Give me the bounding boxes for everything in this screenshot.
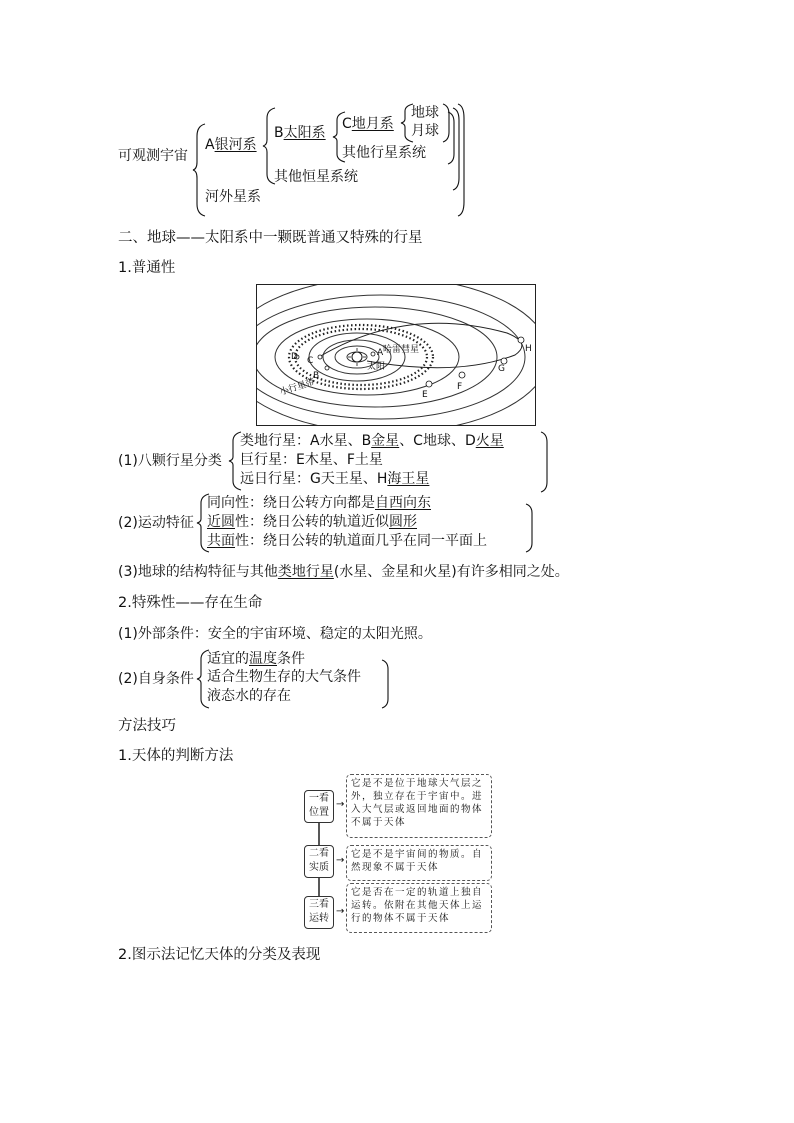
structure-note: (3)地球的结构特征与其他类地行星(水星、金星和火星)有许多相同之处。 (118, 564, 569, 580)
external-conditions: (1)外部条件：安全的宇宙环境、稳定的太阳光照。 (118, 626, 432, 642)
step1-text: 它是不是位于地球大气层之外，独立存在于宇宙中。进入大气层或返回地面的物体不属于天体 (346, 774, 492, 838)
other-star-systems: 其他恒星系统 (274, 169, 358, 185)
motion-label: (2)运动特征 (118, 515, 194, 531)
earth-label: 地球 (411, 105, 439, 121)
step2-text: 它是不是宇宙间的物质。自然现象不属于天体 (346, 845, 492, 881)
planet-label-g: G (498, 364, 505, 374)
solar-system-diagram (256, 284, 536, 426)
outer-planets: 远日行星：G天王星、H海王星 (240, 471, 430, 487)
orbit-drawing (257, 285, 536, 426)
close-brace-universe (458, 104, 466, 216)
close-brace-motion (526, 504, 534, 552)
ordinary-heading: 1.普通性 (118, 260, 176, 276)
comet-label: 哈雷彗星 (383, 345, 420, 355)
step2-arrow: → (336, 855, 345, 866)
same-direction: 同向性：绕日公转方向都是自西向东 (207, 495, 431, 511)
diagram-method-heading: 2.图示法记忆天体的分类及表现 (118, 947, 321, 963)
section2-title: 二、地球——太阳系中一颗既普通又特殊的行星 (118, 230, 423, 246)
close-brace-internal (382, 660, 390, 708)
moon-label: 月球 (411, 123, 439, 139)
methods-title: 方法技巧 (118, 718, 176, 734)
sun-label: 太阳 (367, 362, 386, 372)
giant-planets: 巨行星：E木星、F土星 (240, 452, 383, 468)
step3-text: 它是否在一定的轨道上独自运转。依附在其他天体上运行的物体不属于天体 (346, 883, 492, 933)
planet-label-a: A (377, 348, 384, 358)
step3-arrow: → (336, 906, 345, 917)
coplanar: 共面性：绕日公转的轨道面几乎在同一平面上 (207, 533, 487, 549)
asteroid-belt-label: 小行星带 (278, 377, 317, 398)
step2-box: 二看 实质 (304, 845, 334, 878)
near-circular: 近圆性：绕日公转的轨道近似圆形 (207, 514, 417, 530)
terrestrial-planets: 类地行星：A水星、B金星、C地球、D火星 (240, 433, 504, 449)
earth-moon-system: C地月系 (342, 116, 394, 132)
planet-label-f: F (457, 382, 463, 392)
other-planet-systems: 其他行星系统 (342, 145, 426, 161)
internal-water: 液态水的存在 (207, 688, 291, 704)
special-heading: 2.特殊性——存在生命 (118, 595, 263, 611)
step3-box: 三看 运转 (304, 896, 334, 929)
internal-temperature: 适宜的温度条件 (207, 651, 305, 667)
planet-label-d: D (291, 352, 298, 362)
classification-label: (1)八颗行星分类 (118, 453, 222, 469)
step1-box: 一看 位置 (304, 790, 334, 823)
extragalactic-galaxies: 河外星系 (205, 189, 261, 205)
galaxy-milky-way: A银河系 (205, 137, 257, 153)
close-brace-classification (541, 432, 549, 492)
internal-conditions-label: (2)自身条件 (118, 671, 194, 687)
internal-atmosphere: 适合生物生存的大气条件 (207, 669, 361, 685)
planet-label-b: B (313, 371, 320, 381)
planet-label-e: E (422, 390, 428, 400)
root-observable-universe: 可观测宇宙 (118, 148, 188, 164)
judge-heading: 1.天体的判断方法 (118, 748, 234, 764)
solar-system: B太阳系 (274, 125, 326, 141)
step1-arrow: → (336, 799, 345, 810)
planet-label-h: H (525, 344, 532, 354)
planet-label-c: C (307, 356, 314, 366)
